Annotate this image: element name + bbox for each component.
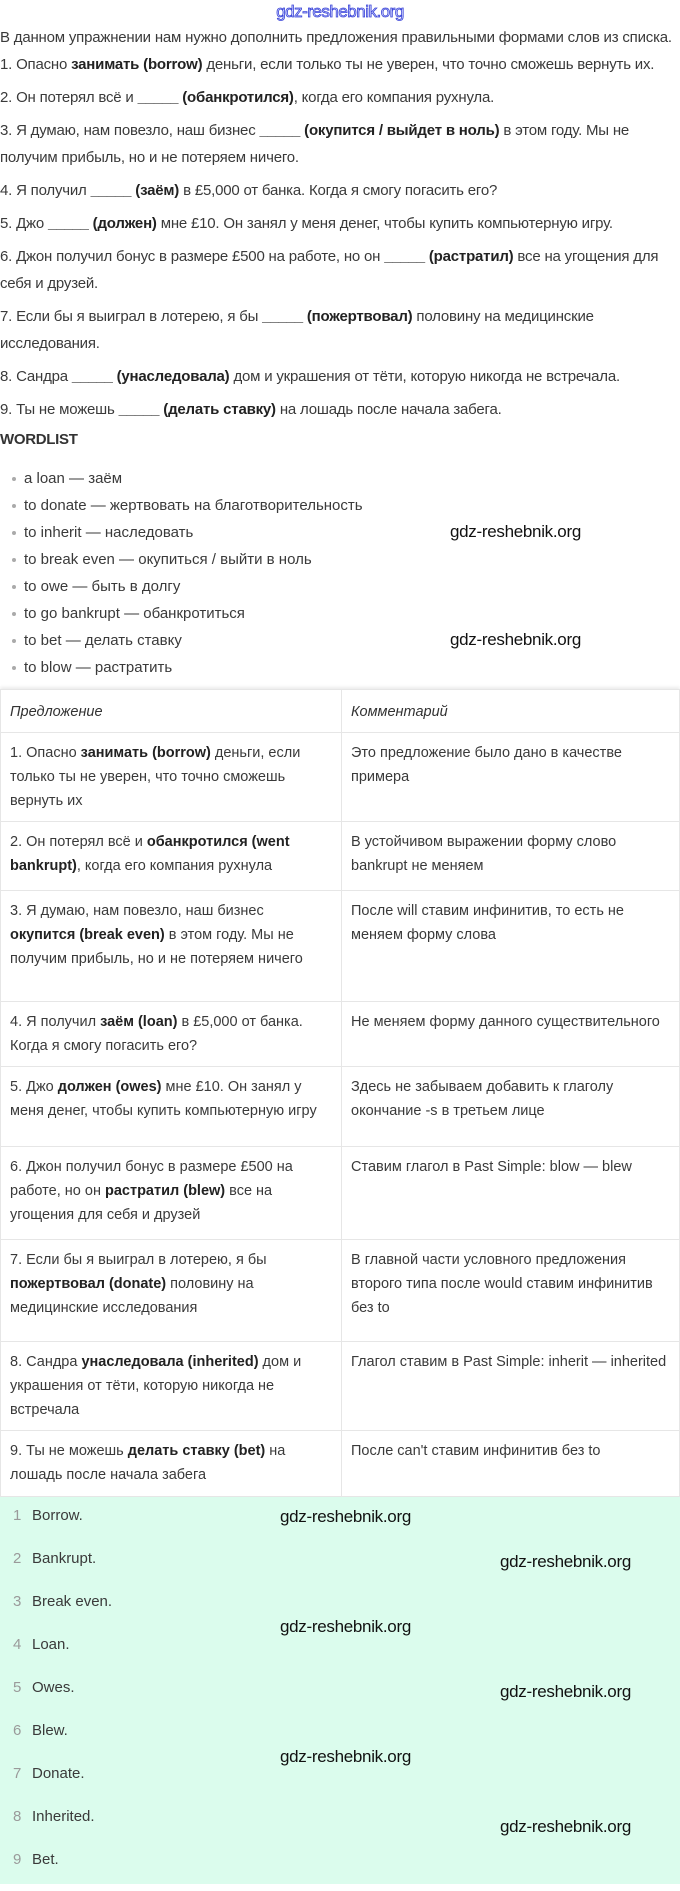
table-row [1,1240,680,1342]
answer-item [0,1626,680,1669]
sentence-text: 9. Ты не можешь [10,1443,128,1459]
sentence-text: 2. Он потерял всё и [10,834,147,850]
answer-highlight: пожертвовал (donate) [10,1276,167,1292]
sentence-cell [1,1002,342,1067]
sentence-cell [1,822,342,891]
wordlist-item: to go bankrupt — обанкротиться [0,600,680,627]
sentence-text: 9. Ты не можешь [0,401,119,418]
sentence-text: в £5,000 от банка. Когда я смогу погасить его? [179,182,498,199]
answer-item [0,1540,680,1583]
wordlist-section [0,465,680,681]
header-comment: Комментарий [342,690,680,733]
table-header-row [1,690,680,733]
answer-item [0,1583,680,1626]
comment-cell: Это предложение было дано в качестве примера [342,733,680,822]
answer-highlight: занимать (borrow) [71,56,203,73]
sentence-text: половину на медицинские исследования. [0,308,594,352]
comment-cell: В устойчивом выражении форму слово bankrupt не меняем [342,822,680,891]
answer-highlight: _____ (обанкротился) [137,89,294,106]
sentence-text: 3. Я думаю, нам повезло, наш бизнес [10,903,264,919]
sentence-text: мне £10. Он занял у меня денег, чтобы купить компьютерную игру. [156,215,613,232]
sentence-text: 5. Джо [0,215,48,232]
exercise-sentence [0,363,678,390]
sentence-text: 2. Он потерял всё и [0,89,138,106]
sentence-text: 6. Джон получил бонус в размере £500 на работе, но он [10,1159,293,1199]
answer-key [0,1497,680,1884]
exercise-sentence [0,210,678,237]
sentence-text: 6. Джон получил бонус в размере £500 на работе, но он [0,248,385,265]
answer-highlight: занимать (borrow) [80,745,211,761]
sentence-text: в этом году. Мы не получим прибыль, но и не потеряем ничего. [0,122,630,166]
answer-highlight: унаследовала (inherited) [81,1354,259,1370]
exercise-sentence [0,303,678,357]
watermark: gdz-reshebnik.org [280,1747,411,1766]
sentence-text: , когда его компания рухнула. [293,89,495,106]
answer-item [0,1497,680,1540]
answer-text: Bet. [32,1851,59,1868]
exercise-sentence [0,243,678,297]
answer-highlight: делать ставку (bet) [127,1443,266,1459]
comment-cell: В главной части условного предложения второго типа после would ставим инфинитив без to [342,1240,680,1342]
answer-text: Donate. [32,1765,85,1782]
comment-cell: Глагол ставим в Past Simple: inherit — inherited [342,1342,680,1431]
answer-highlight: должен (owes) [57,1079,162,1095]
table-row [1,1067,680,1147]
exercise-sentence [0,117,678,171]
answer-highlight: окупится (break even) [10,927,165,943]
answer-highlight: _____ (окупится / выйдет в ноль) [259,122,500,139]
answer-highlight: обанкротился (went bankrupt) [10,834,290,874]
exercise-sentence [0,177,678,204]
answer-text: Blew. [32,1722,68,1739]
answer-item [0,1669,680,1712]
exercise-sentence [0,84,678,111]
sentence-text: в £5,000 от банка. Когда я смогу погасить его? [10,1014,303,1054]
exercise-intro [0,24,678,423]
sentence-cell [1,733,342,822]
exercise-sentences [0,51,678,423]
table-row [1,1431,680,1497]
sentence-text: 1. Опасно [0,56,72,73]
sentence-text: 7. Если бы я выиграл в лотерею, я бы [10,1252,267,1268]
wordlist-title: WORDLIST [0,431,78,448]
answer-item [0,1841,680,1884]
answer-item [0,1755,680,1798]
sentence-cell [1,1431,342,1497]
wordlist-item: to blow — растратить [0,654,680,681]
table-row [1,733,680,822]
sentence-text: 4. Я получил [0,182,91,199]
answer-number: 6 [13,1722,22,1739]
sentence-text: 5. Джо [10,1079,58,1095]
sentence-text: половину на медицинские исследования [10,1276,254,1316]
watermark: gdz-reshebnik.org [500,1682,631,1701]
wordlist-item: a loan — заём [0,465,680,492]
sentence-text: дом и украшения от тёти, которую никогда не встречала [10,1354,302,1418]
answer-number: 8 [13,1808,22,1825]
answer-highlight: _____ (делать ставку) [118,401,276,418]
wordlist-item: to bet — делать ставку [0,627,680,654]
table-row [1,891,680,1002]
wordlist-item: to donate — жертвовать на благотворительность [0,492,680,519]
table-row [1,1342,680,1431]
sentence-cell [1,1342,342,1431]
sentence-text: 7. Если бы я выиграл в лотерею, я бы [0,308,263,325]
sentence-text: 8. Сандра [10,1354,82,1370]
table-row [1,1147,680,1240]
table-row [1,822,680,891]
comment-cell: Не меняем форму данного существительного [342,1002,680,1067]
wordlist-item: to break even — окупиться / выйти в ноль [0,546,680,573]
answer-text: Owes. [32,1679,75,1696]
comment-cell: После will ставим инфинитив, то есть не меняем форму слова [342,891,680,1002]
answer-text: Borrow. [32,1507,83,1524]
watermark: gdz-reshebnik.org [500,1552,631,1571]
exercise-sentence [0,396,678,423]
answer-highlight: растратил (blew) [104,1183,226,1199]
answers-table [0,689,680,1497]
answer-text: Inherited. [32,1808,95,1825]
wordlist [0,465,680,681]
sentence-text: деньги, если только ты не уверен, что точно сможешь вернуть их. [202,56,655,73]
answer-highlight: _____ (заём) [90,182,180,199]
comment-cell: Здесь не забываем добавить к глаголу окончание -s в третьем лице [342,1067,680,1147]
sentence-text: мне £10. Он занял у меня денег, чтобы купить компьютерную игру [10,1079,317,1119]
answer-highlight: _____ (пожертвовал) [262,308,413,325]
sentence-text: 4. Я получил [10,1014,101,1030]
answer-highlight: _____ (должен) [47,215,157,232]
sentence-text: в этом году. Мы не получим прибыль, но и не потеряем ничего [10,927,303,967]
table-row [1,1002,680,1067]
answer-number: 9 [13,1851,22,1868]
answer-highlight: _____ (унаследовала) [71,368,230,385]
sentence-text: 3. Я думаю, нам повезло, наш бизнес [0,122,260,139]
answer-number: 7 [13,1765,22,1782]
watermark: gdz-reshebnik.org [450,630,581,649]
sentence-text: все на угощения для себя и друзей [10,1183,273,1223]
watermark: gdz-reshebnik.org [280,1507,411,1526]
site-title: gdz-reshebnik.org [276,2,404,21]
answer-text: Loan. [32,1636,70,1653]
sentence-cell [1,1067,342,1147]
sentence-text: все на угощения для себя и друзей. [0,248,659,292]
answer-highlight: _____ (растратил) [384,248,514,265]
comment-cell: Ставим глагол в Past Simple: blow — blew [342,1147,680,1240]
answer-highlight: заём (loan) [100,1014,178,1030]
answer-number: 4 [13,1636,22,1653]
sentence-cell [1,1240,342,1342]
sentence-text: 1. Опасно [10,745,81,761]
sentence-text: , когда его компания рухнула [76,858,273,874]
answer-number: 1 [13,1507,22,1524]
answer-number: 5 [13,1679,22,1696]
sentence-text: деньги, если только ты не уверен, что точно сможешь вернуть их [10,745,301,809]
answer-text: Bankrupt. [32,1550,97,1567]
sentence-text: дом и украшения от тёти, которую никогда не встречала. [229,368,620,385]
sentence-text: 8. Сандра [0,368,72,385]
sentence-cell [1,1147,342,1240]
answer-item [0,1798,680,1841]
exercise-sentence [0,51,678,78]
wordlist-item: to owe — быть в долгу [0,573,680,600]
watermark: gdz-reshebnik.org [450,522,581,541]
intro-lead: В данном упражнении нам нужно дополнить предложения правильными формами слов из списка. [0,29,672,46]
answer-item [0,1712,680,1755]
watermark: gdz-reshebnik.org [280,1617,411,1636]
answer-number: 2 [13,1550,22,1567]
sentence-cell [1,891,342,1002]
wordlist-item: to inherit — наследовать [0,519,680,546]
answer-text: Break even. [32,1593,113,1610]
sentence-text: на лошадь после начала забега [10,1443,286,1483]
sentence-text: на лошадь после начала забега. [275,401,502,418]
answer-number: 3 [13,1593,22,1610]
watermark: gdz-reshebnik.org [500,1817,631,1836]
header-sentence: Предложение [1,690,342,733]
comment-cell: После can't ставим инфинитив без to [342,1431,680,1497]
